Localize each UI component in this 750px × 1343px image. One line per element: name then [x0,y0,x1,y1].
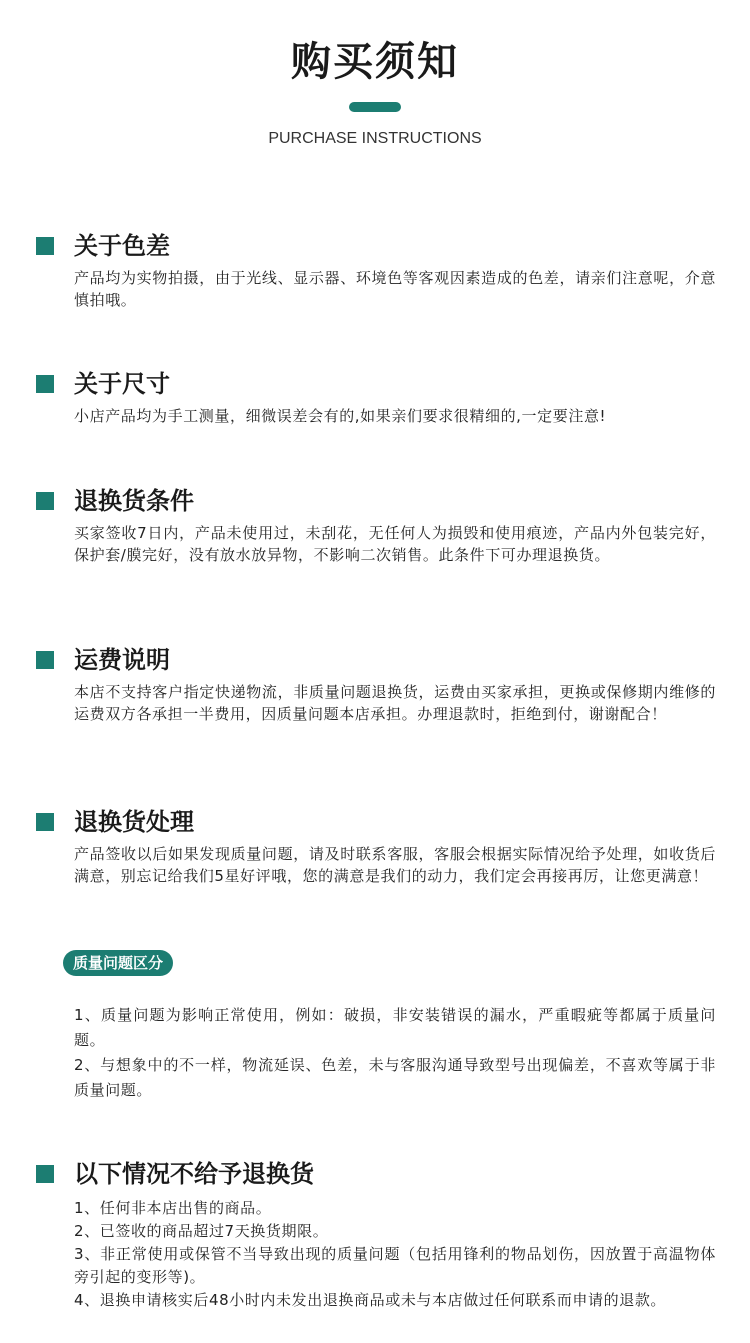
section-title: 关于尺寸 [74,370,170,398]
section-shipping-fee [36,643,716,725]
section-body: 产品签收以后如果发现质量问题，请及时联系客服，客服会根据实际情况给予处理，如收货后满意，别忘记给我们5星好评哦，您的满意是我们的动力，我们定会再接再厉，让您更满意！ [74,845,716,885]
section-title: 退换货处理 [74,808,194,836]
list-item: 2、与想象中的不一样，物流延误、色差，未与客服沟通导致型号出现偏差，不喜欢等属于非质量问题。 [74,1056,716,1099]
square-bullet-icon [36,1165,54,1183]
list-item: 1、质量问题为影响正常使用，例如：破损，非安装错误的漏水，严重暇疵等都属于质量问题。 [74,1006,716,1049]
list-item: 1、任何非本店出售的商品。 [74,1199,272,1217]
section-body: 小店产品均为手工测量，细微误差会有的,如果亲们要求很精细的,一定要注意! [74,407,607,425]
square-bullet-icon [36,492,54,510]
section-body: 产品均为实物拍摄，由于光线、显示器、环境色等客观因素造成的色差，请亲们注意呢，介意慎拍哦。 [74,269,716,309]
section-return-handling [36,805,716,887]
list-item: 3、非正常使用或保管不当导致出现的质量问题（包括用锋利的物品划伤，因放置于高温物体旁引起的变形等)。 [74,1245,716,1286]
section-body: 本店不支持客户指定快递物流，非质量问题退换货，运费由买家承担，更换或保修期内维修的运费双方各承担一半费用，因质量问题本店承担。办理退款时，拒绝到付，谢谢配合！ [74,683,716,723]
list-item: 4、退换申请核实后48小时内未发出退换商品或未与本店做过任何联系而申请的退款。 [74,1291,667,1309]
section-title: 运费说明 [74,646,170,674]
quality-issue-list [36,1003,716,1103]
section-return-conditions [36,484,716,566]
section-title: 退换货条件 [74,487,194,515]
section-body: 买家签收7日内，产品未使用过，未刮花，无任何人为损毁和使用痕迹，产品内外包装完好，保护套/膜完好，没有放水放异物，不影响二次销售。此条件下可办理退换货。 [74,524,716,564]
list-item: 2、已签收的商品超过7天换货期限。 [74,1222,329,1240]
square-bullet-icon [36,651,54,669]
square-bullet-icon [36,375,54,393]
page-subtitle: PURCHASE INSTRUCTIONS [268,130,482,147]
section-title: 以下情况不给予退换货 [74,1160,314,1188]
section-no-return [36,1157,716,1312]
title-underline [349,102,401,112]
section-size [36,367,716,427]
section-color-difference [36,229,716,311]
quality-issue-badge: 质量问题区分 [63,950,173,976]
square-bullet-icon [36,813,54,831]
section-title: 关于色差 [74,232,170,260]
square-bullet-icon [36,237,54,255]
page-title: 购买须知 [291,39,459,85]
